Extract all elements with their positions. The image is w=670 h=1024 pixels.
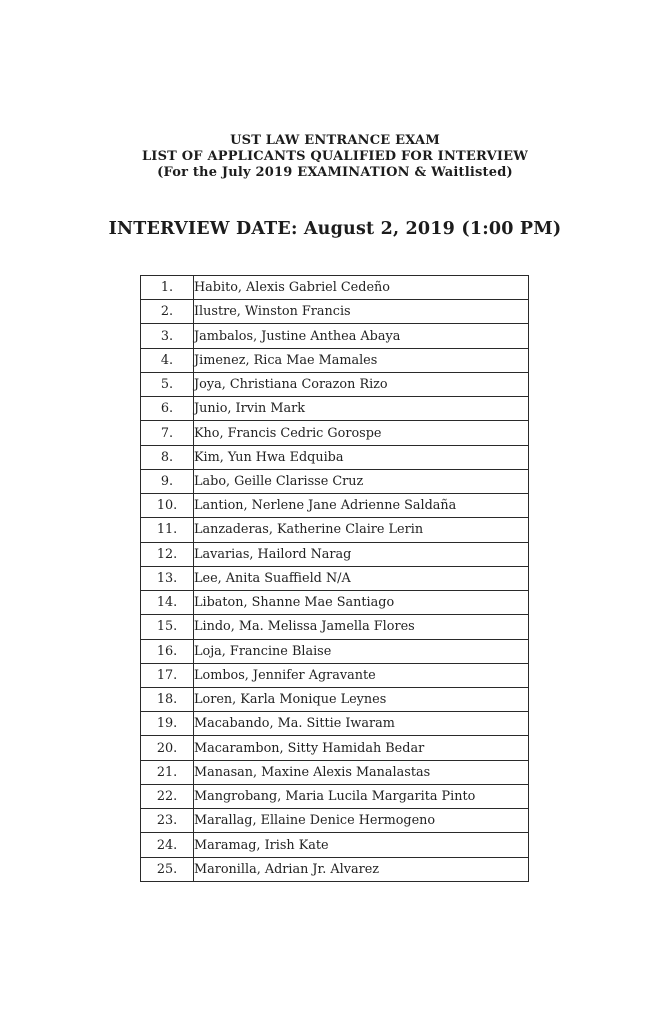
- applicant-name-cell: Macabando, Ma. Sittie Iwaram: [194, 712, 529, 736]
- applicant-name-cell: Lanzaderas, Katherine Claire Lerin: [194, 518, 529, 542]
- applicant-name-cell: Junio, Irvin Mark: [194, 397, 529, 421]
- table-row: [141, 566, 529, 590]
- applicant-number-cell: 25.: [141, 857, 194, 881]
- table-row: [141, 324, 529, 348]
- table-row: [141, 494, 529, 518]
- document-header: [0, 133, 670, 181]
- applicant-number-cell: 10.: [141, 494, 194, 518]
- applicant-number-cell: 3.: [141, 324, 194, 348]
- applicant-number-cell: 11.: [141, 518, 194, 542]
- table-row: [141, 469, 529, 493]
- applicant-name-cell: Loja, Francine Blaise: [194, 639, 529, 663]
- header-line-exam-title: UST LAW ENTRANCE EXAM: [230, 133, 440, 148]
- applicant-name-cell: Lantion, Nerlene Jane Adrienne Saldaña: [194, 494, 529, 518]
- applicant-name-cell: Kho, Francis Cedric Gorospe: [194, 421, 529, 445]
- applicant-name-cell: Marallag, Ellaine Denice Hermogeno: [194, 809, 529, 833]
- applicant-number-cell: 18.: [141, 687, 194, 711]
- applicant-number-cell: 22.: [141, 784, 194, 808]
- table-row: [141, 809, 529, 833]
- table-row: [141, 784, 529, 808]
- table-row: [141, 639, 529, 663]
- applicant-number-cell: 23.: [141, 809, 194, 833]
- table-row: [141, 348, 529, 372]
- table-row: [141, 712, 529, 736]
- applicant-number-cell: 19.: [141, 712, 194, 736]
- applicant-name-cell: Kim, Yun Hwa Edquiba: [194, 445, 529, 469]
- applicant-number-cell: 5.: [141, 372, 194, 396]
- table-row: [141, 518, 529, 542]
- header-line-exam-period: (For the July 2019 EXAMINATION & Waitlisted): [157, 165, 513, 180]
- applicant-number-cell: 21.: [141, 760, 194, 784]
- applicant-number-cell: 24.: [141, 833, 194, 857]
- applicant-name-cell: Jimenez, Rica Mae Mamales: [194, 348, 529, 372]
- table-row: [141, 760, 529, 784]
- applicant-number-cell: 13.: [141, 566, 194, 590]
- applicant-name-cell: Lombos, Jennifer Agravante: [194, 663, 529, 687]
- applicant-number-cell: 9.: [141, 469, 194, 493]
- applicant-number-cell: 8.: [141, 445, 194, 469]
- applicant-number-cell: 16.: [141, 639, 194, 663]
- applicant-name-cell: Maronilla, Adrian Jr. Alvarez: [194, 857, 529, 881]
- applicant-name-cell: Jambalos, Justine Anthea Abaya: [194, 324, 529, 348]
- table-row: [141, 421, 529, 445]
- table-row: [141, 542, 529, 566]
- applicant-name-cell: Habito, Alexis Gabriel Cedeño: [194, 276, 529, 300]
- applicants-table-body: [141, 276, 529, 882]
- table-row: [141, 591, 529, 615]
- applicant-name-cell: Maramag, Irish Kate: [194, 833, 529, 857]
- table-row: [141, 663, 529, 687]
- applicant-name-cell: Libaton, Shanne Mae Santiago: [194, 591, 529, 615]
- header-line-list-title: LIST OF APPLICANTS QUALIFIED FOR INTERVIEW: [141, 149, 529, 164]
- table-row: [141, 445, 529, 469]
- table-row: [141, 276, 529, 300]
- applicant-number-cell: 20.: [141, 736, 194, 760]
- applicant-number-cell: 17.: [141, 663, 194, 687]
- table-row: [141, 857, 529, 881]
- applicants-table: [140, 275, 529, 882]
- applicant-name-cell: Lavarias, Hailord Narag: [194, 542, 529, 566]
- applicant-name-cell: Lee, Anita Suaffield N/A: [194, 566, 529, 590]
- applicant-number-cell: 14.: [141, 591, 194, 615]
- table-row: [141, 687, 529, 711]
- applicant-name-cell: Labo, Geille Clarisse Cruz: [194, 469, 529, 493]
- applicant-number-cell: 2.: [141, 300, 194, 324]
- interview-date-heading: INTERVIEW DATE: August 2, 2019 (1:00 PM): [108, 219, 562, 239]
- applicant-number-cell: 7.: [141, 421, 194, 445]
- applicant-name-cell: Joya, Christiana Corazon Rizo: [194, 372, 529, 396]
- table-row: [141, 833, 529, 857]
- applicant-name-cell: Macarambon, Sitty Hamidah Bedar: [194, 736, 529, 760]
- applicant-number-cell: 1.: [141, 276, 194, 300]
- table-row: [141, 736, 529, 760]
- applicant-name-cell: Lindo, Ma. Melissa Jamella Flores: [194, 615, 529, 639]
- table-row: [141, 300, 529, 324]
- applicant-name-cell: Loren, Karla Monique Leynes: [194, 687, 529, 711]
- applicant-name-cell: Mangrobang, Maria Lucila Margarita Pinto: [194, 784, 529, 808]
- applicant-name-cell: Manasan, Maxine Alexis Manalastas: [194, 760, 529, 784]
- table-row: [141, 397, 529, 421]
- table-row: [141, 372, 529, 396]
- applicant-number-cell: 6.: [141, 397, 194, 421]
- table-row: [141, 615, 529, 639]
- applicant-number-cell: 4.: [141, 348, 194, 372]
- applicant-name-cell: Ilustre, Winston Francis: [194, 300, 529, 324]
- applicant-number-cell: 15.: [141, 615, 194, 639]
- applicant-number-cell: 12.: [141, 542, 194, 566]
